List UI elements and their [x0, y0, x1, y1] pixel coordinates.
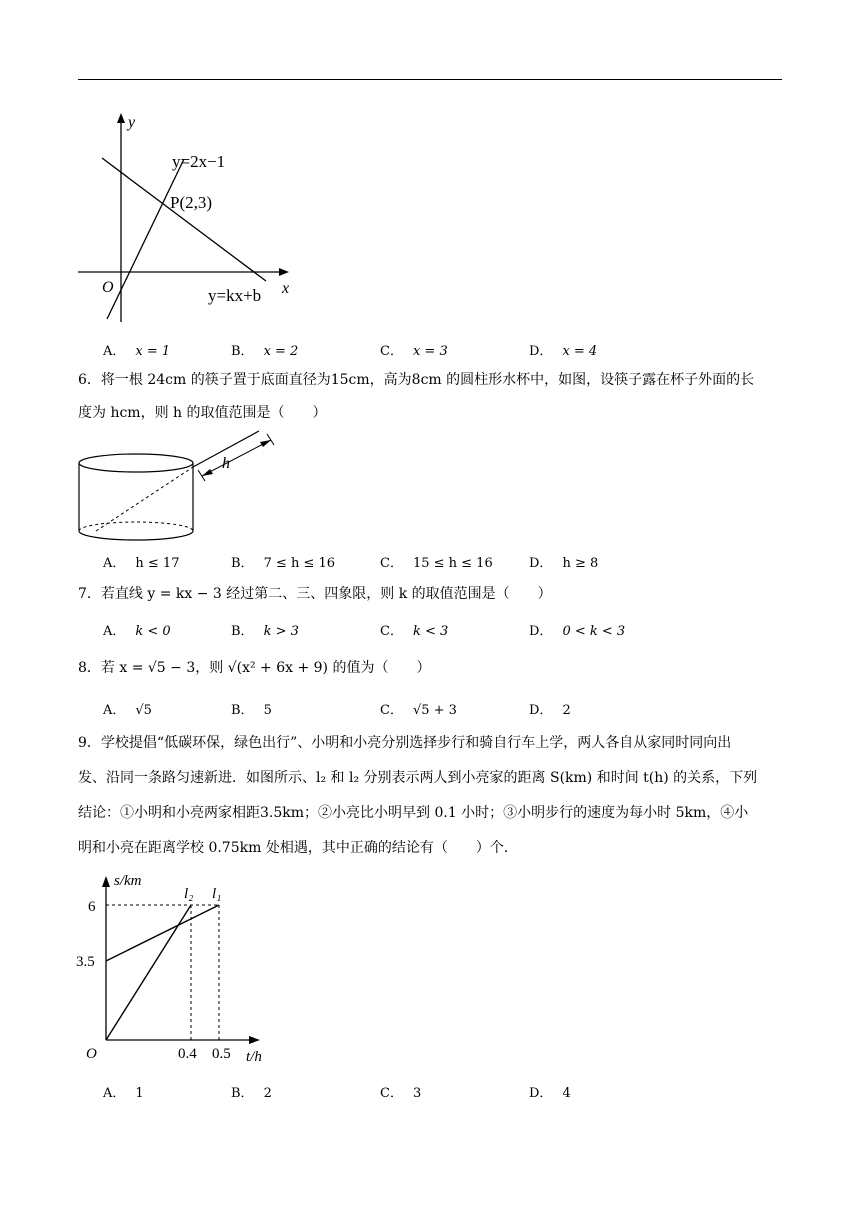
line-y-kx-b: [102, 158, 266, 281]
q8-stem: 8．若 x = √5 − 3，则 √(x² + 6x + 9) 的值为（ ）: [78, 660, 431, 676]
header-rule: [78, 79, 782, 80]
line1-label: y=2x−1: [172, 152, 226, 171]
t-axis-label: t/h: [246, 1049, 262, 1065]
origin-label: O: [102, 279, 114, 296]
q9-option-d[interactable]: D． 4: [529, 1086, 571, 1101]
y-tick-6: 6: [88, 899, 96, 915]
t-axis-arrow: [249, 1036, 260, 1044]
q6-option-c[interactable]: C． 15 ≤ h ≤ 16: [380, 556, 493, 571]
q6-option-a[interactable]: A． h ≤ 17: [103, 556, 180, 571]
figure-q6-cup: [74, 428, 284, 543]
cup-top: [79, 454, 193, 472]
label-l2: l₂: [184, 886, 194, 902]
s-axis-arrow: [102, 876, 110, 887]
q7-option-d[interactable]: D． 0 < k < 3: [529, 624, 626, 639]
figure-q5-graph: [70, 105, 310, 335]
q9-stem-line1: 9．学校提倡“低碳环保，绿色出行”、小明和小亮分别选择步行和骑自行车上学，两人各自从家同时同向出: [78, 735, 732, 751]
q5-option-d[interactable]: D． x = 4: [529, 344, 598, 359]
q9-option-a[interactable]: A． 1: [103, 1086, 144, 1101]
line2-label: y=kx+b: [208, 286, 262, 305]
line-y-2x-1: [107, 159, 184, 319]
point-p-label: P(2,3): [170, 193, 213, 212]
q7-option-a[interactable]: A． k < 0: [103, 624, 171, 639]
q9-stem-line3: 结论：①小明和小亮两家相距3.5km；②小亮比小明早到 0.1 小时；③小明步行的速度为每小时 5km，④小: [78, 805, 749, 821]
cup-bottom-back: [79, 522, 193, 531]
q8-option-b[interactable]: B． 5: [231, 703, 272, 718]
q7-stem: 7．若直线 y = kx − 3 经过第二、三、四象限，则 k 的取值范围是（ ）: [78, 586, 552, 602]
q6-stem-line1: 6．将一根 24cm 的筷子置于底面直径为15cm，高为8cm 的圆柱形水杯中，如图，设筷子露在杯子外面的长: [78, 372, 755, 388]
x-tick-0.5: 0.5: [212, 1046, 231, 1062]
q5-option-a[interactable]: A． x = 1: [103, 344, 171, 359]
q8-option-a[interactable]: A． √5: [103, 703, 152, 718]
q6-option-b[interactable]: B． 7 ≤ h ≤ 16: [231, 556, 336, 571]
x-axis-arrow: [279, 268, 289, 276]
q5-option-b[interactable]: B． x = 2: [231, 344, 299, 359]
line-l1: [106, 905, 219, 961]
q8-option-d[interactable]: D． 2: [529, 703, 571, 718]
q7-option-b[interactable]: B． k > 3: [231, 624, 299, 639]
q7-option-c[interactable]: C． k < 3: [380, 624, 449, 639]
cup-bottom-front: [79, 531, 193, 540]
q9-stem-line4: 明和小亮在距离学校 0.75km 处相遇，其中正确的结论有（ ）个．: [78, 840, 518, 856]
q5-option-c[interactable]: C． x = 3: [380, 344, 448, 359]
x-axis-label: x: [282, 280, 290, 297]
label-l1: l₁: [212, 886, 222, 902]
q9-option-c[interactable]: C． 3: [380, 1086, 422, 1101]
h-dimension-line: [202, 440, 271, 476]
q9-stem-line2: 发、沿同一条路匀速新进．如图所示、l₂ 和 l₂ 分别表示两人到小亮家的距离 S(km) 和时间 t(h) 的关系，下列: [78, 770, 758, 786]
q8-option-c[interactable]: C． √5 + 3: [380, 703, 457, 718]
x-tick-0.4: 0.4: [178, 1046, 197, 1062]
s-axis-label: s/km: [114, 873, 142, 889]
q6-option-d[interactable]: D． h ≥ 8: [529, 556, 599, 571]
y-axis-label: y: [128, 114, 136, 131]
origin-label: O: [86, 1046, 97, 1062]
q6-stem-line2: 度为 hcm，则 h 的取值范围是（ ）: [78, 405, 327, 421]
y-axis-arrow: [117, 113, 125, 123]
chopstick-inside: [96, 467, 193, 531]
figure-q9-graph: [74, 868, 284, 1068]
y-tick-3.5: 3.5: [76, 954, 95, 970]
q9-option-b[interactable]: B． 2: [231, 1086, 272, 1101]
h-label: h: [222, 455, 230, 472]
